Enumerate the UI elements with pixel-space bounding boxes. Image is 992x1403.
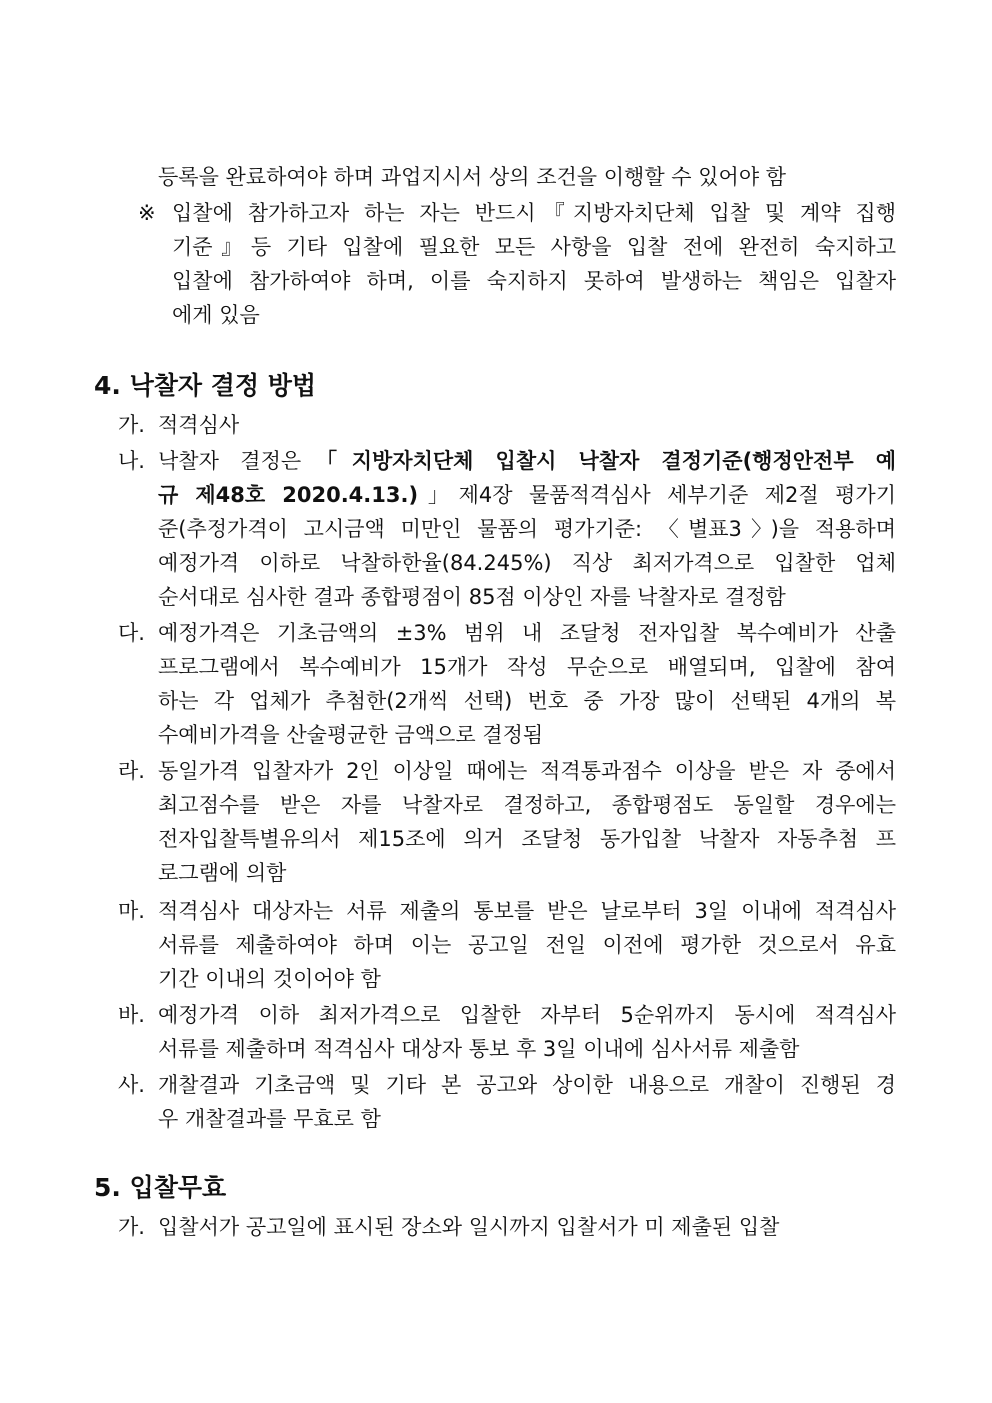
note-line: 기준』등 기타 입찰에 필요한 모든 사항을 입찰 전에 완전히 숙지하고 (172, 235, 896, 259)
item-line: 서류를 제출하며 적격심사 대상자 통보 후 3일 이내에 심사서류 제출함 (158, 1037, 800, 1061)
plain-text: 낙찰자 결정은 (158, 449, 302, 473)
item-line: 최고점수를 받은 자를 낙찰자로 결정하고, 종합평점도 동일할 경우에는 (158, 793, 896, 817)
item-line: 기간 이내의 것이어야 함 (158, 967, 381, 991)
item-line: 우 개찰결과를 무효로 함 (158, 1107, 381, 1131)
item-line: 적격심사 (158, 413, 240, 437)
item-line: 프로그램에서 복수예비가 15개가 작성 무순으로 배열되며, 입찰에 참여 (158, 655, 896, 679)
item-mark: 나. (118, 449, 145, 473)
note-line: 입찰에 참가하고자 하는 자는 반드시『지방자치단체 입찰 및 계약 집행 (172, 201, 896, 225)
section-heading: 4. 낙찰자 결정 방법 (94, 371, 317, 400)
item-mark: 라. (118, 759, 145, 783)
item-line: 개찰결과 기초금액 및 기타 본 공고와 상이한 내용으로 개찰이 진행된 경 (158, 1073, 896, 1097)
item-line: 전자입찰특별유의서 제15조에 의거 조달청 동가입찰 낙찰자 자동추첨 프 (158, 827, 896, 851)
item-line: 예정가격 이하 최저가격으로 입찰한 자부터 5순위까지 동시에 적격심사 (158, 1003, 896, 1027)
item-line: 준(추정가격이 고시금액 미만인 물품의 평가기준: 〈별표3〉)을 적용하며 (158, 517, 896, 541)
bold-text: 「지방자치단체 입찰시 낙찰자 결정기준(행정안전부 예 (301, 449, 896, 473)
item-mark: 사. (118, 1073, 145, 1097)
item-mark: 다. (118, 621, 145, 645)
item-line: 로그램에 의함 (158, 861, 287, 885)
item-line: 동일가격 입찰자가 2인 이상일 때에는 적격통과점수 이상을 받은 자 중에서 (158, 759, 896, 783)
item-line: 적격심사 대상자는 서류 제출의 통보를 받은 날로부터 3일 이내에 적격심사 (158, 899, 896, 923)
item-line: 순서대로 심사한 결과 종합평점이 85점 이상인 자를 낙찰자로 결정함 (158, 585, 786, 609)
item-line: 수예비가격을 산술평균한 금액으로 결정됨 (158, 723, 544, 747)
note-line: 입찰에 참가하여야 하며, 이를 숙지하지 못하여 발생하는 책임은 입찰자 (172, 269, 896, 293)
item-line: 입찰서가 공고일에 표시된 장소와 일시까지 입찰서가 미 제출된 입찰 (158, 1215, 780, 1239)
note-line: 에게 있음 (172, 303, 260, 327)
note-mark: ※ (138, 201, 156, 225)
bold-text: 규 제48호 2020.4.13.) (158, 483, 419, 507)
item-line: 예정가격 이하로 낙찰하한율(84.245%) 직상 최저가격으로 입찰한 업체 (158, 551, 896, 575)
item-mark: 가. (118, 413, 145, 437)
item-mark: 바. (118, 1003, 145, 1027)
item-mark: 마. (118, 899, 145, 923)
plain-text: 」제4장 물품적격심사 세부기준 제2절 평가기 (418, 483, 896, 507)
item-line-mixed (158, 444, 896, 478)
intro-line: 등록을 완료하여야 하며 과업지시서 상의 조건을 이행할 수 있어야 함 (158, 165, 787, 189)
section-heading: 5. 입찰무효 (94, 1173, 227, 1202)
item-line: 하는 각 업체가 추첨한(2개씩 선택) 번호 중 가장 많이 선택된 4개의 복 (158, 689, 896, 713)
item-line: 예정가격은 기초금액의 ±3% 범위 내 조달청 전자입찰 복수예비가 산출 (158, 621, 896, 645)
item-line: 서류를 제출하여야 하며 이는 공고일 전일 이전에 평가한 것으로서 유효 (158, 933, 896, 957)
item-line-mixed (158, 478, 896, 512)
item-mark: 가. (118, 1215, 145, 1239)
